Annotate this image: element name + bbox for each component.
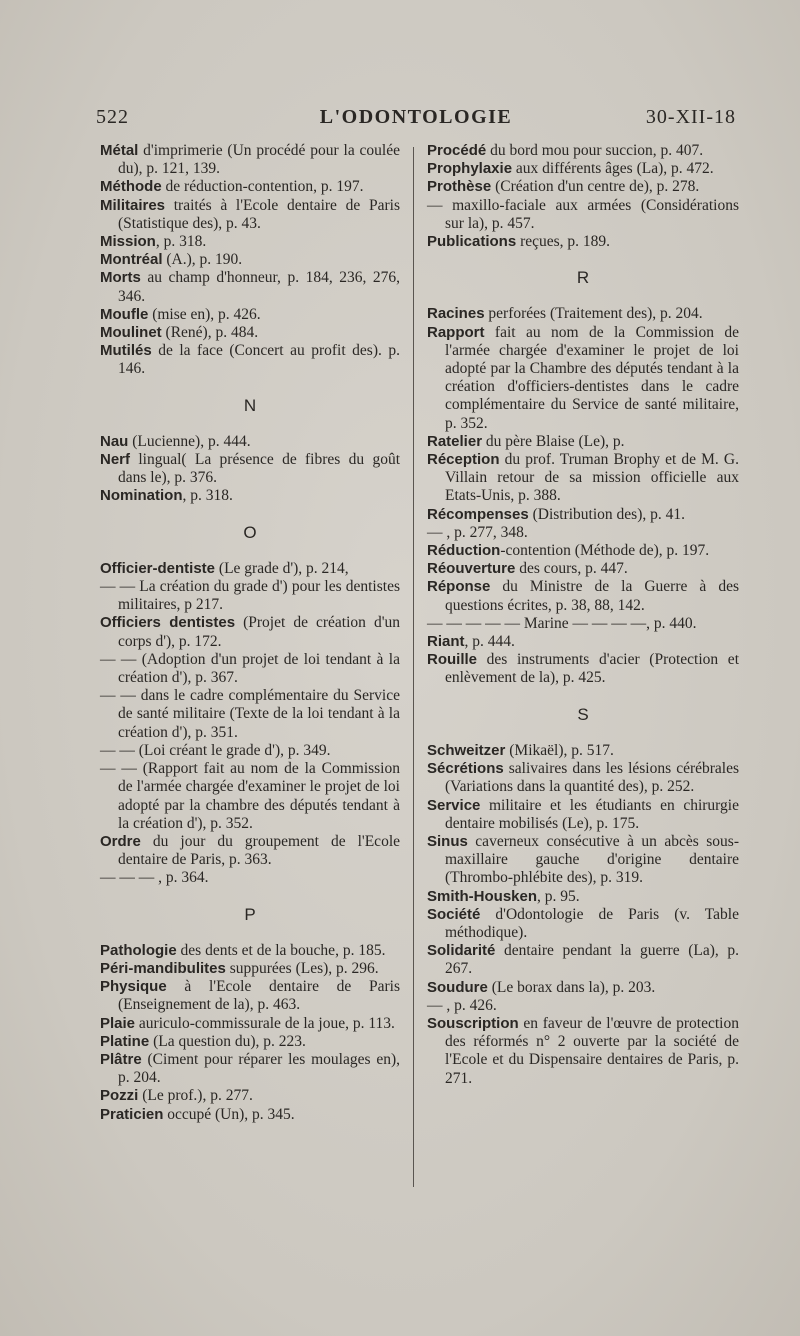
left-column [100, 142, 400, 1124]
index-entry [427, 542, 739, 560]
entry-text: — — — — — Marine — — — —, p. 440. [427, 614, 697, 632]
entry-text: (Le prof.), p. 277. [138, 1087, 253, 1105]
entry-text: (Le borax dans la), p. 203. [487, 978, 656, 996]
index-entry [427, 506, 739, 524]
entry-headword: Riant [427, 633, 465, 651]
index-entry [100, 869, 400, 887]
index-entry [427, 197, 739, 233]
section-p-continued [427, 142, 739, 251]
entry-text: occupé (Un), p. 345. [163, 1105, 295, 1123]
index-entry [427, 833, 739, 888]
entry-headword: Moufle [100, 305, 149, 323]
index-entry [100, 942, 400, 960]
section-n [100, 433, 400, 506]
entry-text: , p. 444. [464, 633, 515, 651]
index-entry [100, 560, 400, 578]
index-entry [100, 269, 400, 305]
entry-headword: Pozzi [100, 1087, 139, 1105]
entry-text: des dents et de la bouche, p. 185. [176, 941, 386, 959]
column-divider [413, 147, 414, 1187]
entry-text: — — — , p. 364. [100, 869, 209, 887]
entry-text: des cours, p. 447. [515, 560, 628, 578]
entry-text: — — La création du grade d') pour les dentistes militaires, p 217. [100, 578, 400, 614]
entry-text: caverneux consécutive à un abcès sous-maxillaire gauche d'origine dentaire (Thrombo-phlébite des), p. 319. [445, 832, 739, 887]
entry-text: fait au nom de la Commission de l'armée chargée d'examiner le projet de loi adopté par la Chambre des députés tendant à la création d'officiers-dentistes dans le cadre complémentaire du Service de santé militaire, p. 352. [445, 323, 739, 432]
entry-headword: Ratelier [427, 432, 483, 450]
entry-text: — — dans le cadre complémentaire du Service de santé militaire (Texte de la loi tendant à la création d'), p. 351. [100, 687, 400, 741]
entry-text: dentaire pendant la guerre (La), p. 267. [445, 942, 739, 978]
index-entry [100, 1015, 400, 1033]
entry-text: militaire et les étudiants en chirurgie dentaire mobilisés (Le), p. 175. [445, 796, 739, 832]
entry-headword: Réception [427, 451, 500, 469]
index-entry [427, 178, 739, 196]
index-entry [427, 942, 739, 978]
index-entry [100, 487, 400, 505]
index-entry [427, 979, 739, 997]
index-entry [100, 742, 400, 760]
index-entry [100, 233, 400, 251]
entry-text: aux différents âges (La), p. 472. [512, 160, 714, 178]
entry-text: (Distribution des), p. 41. [528, 505, 685, 523]
entry-text: -contention (Méthode de), p. 197. [500, 542, 710, 560]
entry-headword: Procédé [427, 142, 487, 159]
entry-headword: Réduction [427, 542, 501, 560]
index-entry [100, 433, 400, 451]
letter-heading-r: R [576, 268, 590, 288]
entry-text: , p. 318. [155, 233, 207, 251]
entry-headword: Officier-dentiste [100, 559, 216, 577]
entry-text: du jour du groupement de l'Ecole dentaire de Paris, p. 363. [118, 832, 400, 869]
entry-headword: Publications [427, 233, 517, 251]
index-entry [100, 197, 400, 233]
section-p [100, 942, 400, 1124]
index-entry [100, 451, 400, 487]
index-entry [100, 614, 400, 650]
index-entry [427, 305, 739, 323]
index-entry [427, 324, 739, 433]
entry-text: (Lucienne), p. 444. [128, 432, 251, 450]
letter-heading-o: O [243, 522, 257, 542]
letter-heading-n: N [243, 395, 257, 415]
entry-text: perforées (Traitement des), p. 204. [484, 305, 703, 323]
entry-headword: Plaie [100, 1014, 136, 1032]
index-entry [100, 1106, 400, 1124]
entry-headword: Prothèse [427, 178, 492, 196]
letter-heading-s: S [577, 704, 589, 724]
entry-headword: Solidarité [427, 942, 496, 960]
entry-text: suppurées (Les), p. 296. [225, 959, 379, 977]
index-entry [100, 578, 400, 614]
index-entry [427, 142, 739, 160]
entry-headword: Rapport [427, 323, 485, 341]
entry-headword: Officiers dentistes [100, 614, 236, 632]
entry-headword: Soudure [427, 978, 488, 996]
entry-text: — — (Adoption d'un projet de loi tendant à la création d'), p. 367. [100, 650, 400, 687]
index-entry [427, 633, 739, 651]
index-entry [427, 742, 739, 760]
entry-headword: Réponse [427, 578, 491, 596]
index-entry [100, 760, 400, 833]
index-entry [100, 960, 400, 978]
index-entry [427, 888, 739, 906]
index-entry [427, 797, 739, 833]
journal-title: L'ODONTOLOGIE [319, 106, 513, 128]
entry-headword: Récompenses [427, 505, 529, 523]
entry-headword: Souscription [427, 1014, 519, 1032]
page-number: 522 [96, 106, 129, 128]
index-entry [100, 651, 400, 687]
entry-text: de la face (Concert au profit des). p. 146. [118, 342, 400, 378]
entry-headword: Ordre [100, 832, 141, 850]
entry-headword: Platine [100, 1032, 150, 1050]
entry-headword: Mission [100, 233, 156, 251]
entry-text: du bord mou pour succion, p. 407. [486, 142, 704, 159]
entry-text: (La question du), p. 223. [149, 1032, 306, 1050]
entry-headword: Morts [100, 269, 141, 287]
entry-text: traités à l'Ecole dentaire de Paris (Statistique des), p. 43. [118, 196, 400, 232]
entry-text: (Projet de création d'un corps d'), p. 172. [118, 614, 400, 650]
running-header [96, 106, 736, 134]
entry-headword: Sinus [427, 832, 468, 850]
entry-headword: Nerf [100, 451, 131, 469]
index-entry [100, 1033, 400, 1051]
letter-heading-p: P [244, 904, 256, 924]
index-entry [427, 615, 739, 633]
entry-headword: Sécrétions [427, 760, 504, 778]
issue-date: 30-XII-18 [645, 106, 736, 128]
entry-text: — , p. 426. [427, 996, 497, 1014]
entry-text: au champ d'honneur, p. 184, 236, 276, 346. [118, 269, 400, 305]
entry-headword: Physique [100, 978, 167, 996]
index-entry [427, 997, 739, 1015]
index-entry [100, 978, 400, 1014]
entry-headword: Nomination [100, 487, 183, 505]
index-entry [427, 1015, 739, 1088]
index-entry [100, 324, 400, 342]
entry-text: — — (Loi créant le grade d'), p. 349. [100, 741, 331, 759]
entry-text: , p. 95. [537, 887, 580, 905]
entry-text: auriculo-commissurale de la joue, p. 113. [135, 1014, 395, 1032]
entry-text: d'Odontologie de Paris (v. Table méthodique). [445, 905, 739, 941]
index-entry [100, 251, 400, 269]
entry-text: lingual( La présence de fibres du goût dans le), p. 376. [118, 451, 400, 487]
index-entry [427, 451, 739, 506]
index-entry [100, 1051, 400, 1087]
entry-text: (A.), p. 190. [162, 251, 243, 269]
entry-headword: Praticien [100, 1105, 164, 1123]
entry-text: (Mikaël), p. 517. [505, 741, 614, 759]
entry-text: (Création d'un centre de), p. 278. [491, 178, 700, 196]
entry-text: d'imprimerie (Un procédé pour la coulée du), p. 121, 139. [118, 142, 400, 178]
entry-text: du père Blaise (Le), p. [482, 432, 625, 450]
entry-headword: Société [427, 905, 481, 923]
index-entry [100, 1087, 400, 1105]
entry-text: du Ministre de la Guerre à des questions écrites, p. 38, 88, 142. [445, 578, 739, 614]
index-entry [427, 524, 739, 542]
entry-text: de réduction-contention, p. 197. [161, 178, 364, 196]
entry-headword: Mutilés [100, 342, 152, 360]
index-entry [100, 687, 400, 742]
section-m [100, 142, 400, 379]
index-entry [427, 433, 739, 451]
index-entry [100, 142, 400, 178]
section-r [427, 305, 739, 687]
index-entry [427, 560, 739, 578]
entry-text: (Ciment pour réparer les moulages en), p. 204. [118, 1050, 400, 1087]
section-o [100, 560, 400, 888]
entry-headword: Service [427, 796, 481, 814]
entry-text: — — (Rapport fait au nom de la Commission de l'armée chargée d'examiner le projet de loi adopté par la chambre des députés tendant à la création d'), p. 352. [100, 760, 400, 832]
entry-headword: Schweitzer [427, 741, 506, 759]
index-entry [427, 760, 739, 796]
index-entry [100, 342, 400, 378]
entry-text: — , p. 277, 348. [427, 523, 528, 541]
entry-headword: Prophylaxie [427, 160, 513, 178]
entry-text: du prof. Truman Brophy et de M. G. Villain retour de sa mission officielle aux Etats-Unis, p. 388. [445, 451, 739, 505]
entry-headword: Pathologie [100, 941, 177, 959]
entry-text: (Le grade d'), p. 214, [215, 559, 349, 577]
entry-headword: Militaires [100, 196, 166, 214]
index-entry [100, 833, 400, 869]
entry-headword: Montréal [100, 251, 163, 269]
entry-text: en faveur de l'œuvre de protection des réformés n° 2 ouverte par la société de l'Ecole et du Dispensaire dentaires de Paris, p. 271. [445, 1014, 739, 1087]
index-entry [427, 651, 739, 687]
index-entry [427, 578, 739, 614]
entry-text: , p. 318. [182, 487, 233, 505]
entry-headword: Nau [100, 432, 129, 450]
entry-headword: Réouverture [427, 560, 516, 578]
entry-text: — maxillo-faciale aux armées (Considérations sur la), p. 457. [427, 196, 739, 232]
entry-text: (René), p. 484. [161, 324, 259, 342]
section-s [427, 742, 739, 1088]
entry-headword: Smith-Housken [427, 887, 538, 905]
entry-headword: Métal [100, 142, 139, 159]
entry-headword: Plâtre [100, 1050, 142, 1068]
entry-text: des instruments d'acier (Protection et enlèvement de la), p. 425. [445, 651, 739, 687]
entry-text: reçues, p. 189. [516, 233, 611, 251]
index-entry [100, 306, 400, 324]
index-entry [427, 906, 739, 942]
index-entry [427, 160, 739, 178]
entry-headword: Racines [427, 305, 485, 323]
right-column [427, 142, 739, 1088]
entry-text: salivaires dans les lésions cérébrales (Variations dans la quantité des), p. 252. [445, 760, 739, 796]
entry-headword: Rouille [427, 651, 478, 669]
entry-headword: Méthode [100, 178, 162, 196]
entry-headword: Péri-mandibulites [100, 959, 226, 977]
entry-headword: Moulinet [100, 324, 162, 342]
index-entry [100, 178, 400, 196]
entry-text: à l'Ecole dentaire de Paris (Enseignement de la), p. 463. [118, 978, 400, 1014]
entry-text: (mise en), p. 426. [148, 305, 261, 323]
index-entry [427, 233, 739, 251]
